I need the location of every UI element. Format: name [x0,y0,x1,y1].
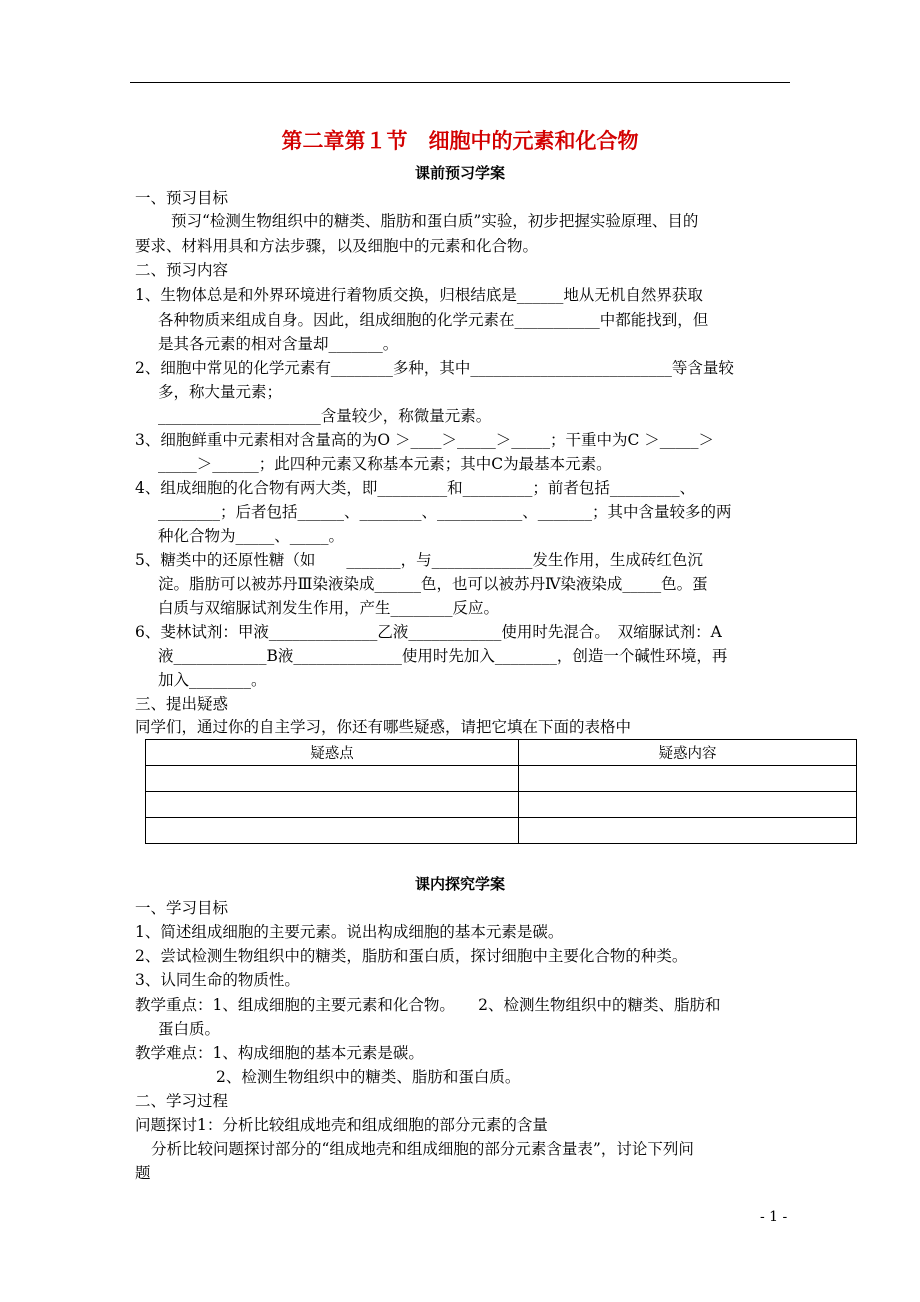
question-line: 5、糖类中的还原性糖（如 _______，与_____________发生作用，生成砖红色沉 [135,551,703,569]
paragraph-line: 分析比较问题探讨部分的“组成地壳和组成细胞的部分元素含量表”，讨论下列问 [151,1140,694,1158]
table-cell[interactable] [519,766,857,792]
paragraph-line: 问题探讨1：分析比较组成地壳和组成细胞的部分元素的含量 [135,1116,548,1134]
question-line: ________；后者包括______、________、___________、_______；其中含量较多的两 [158,503,732,521]
page-title: 第二章第１节 细胞中的元素和化合物 [281,129,639,153]
table-header-row [146,740,857,766]
paragraph-line: 2、检测生物组织中的糖类、脂肪和蛋白质。 [216,1068,521,1086]
page-number: - 1 - [760,1209,788,1225]
question-line: 各种物质来组成自身。因此，组成细胞的化学元素在___________中都能找到，但 [158,311,709,329]
paragraph-line: 要求、材料用具和方法步骤，以及细胞中的元素和化合物。 [135,237,539,255]
question-line: 4、组成细胞的化合物有两大类，即_________和_________；前者包括_________、 [135,479,696,497]
goal-line: 1、简述组成细胞的主要元素。说出构成细胞的基本元素是碳。 [135,923,564,941]
question-line: 种化合物为_____、_____。 [158,527,345,545]
header-rule [130,82,790,83]
table-cell[interactable] [146,818,519,844]
table-cell[interactable] [146,792,519,818]
question-line: 是其各元素的相对含量却_______。 [158,335,399,353]
section-heading: 二、学习过程 [135,1092,229,1110]
paragraph-line: 同学们，通过你的自主学习，你还有哪些疑惑，请把它填在下面的表格中 [135,718,632,736]
table-cell[interactable] [519,792,857,818]
table-cell[interactable] [146,766,519,792]
question-line: _____________________含量较少，称微量元素。 [158,407,492,425]
question-line: _____＞______；此四种元素又称基本元素；其中C为最基本元素。 [158,455,612,473]
section-heading: 三、提出疑惑 [135,695,229,713]
paragraph-line: 教学难点：1、构成细胞的基本元素是碳。 [135,1044,424,1062]
table-row [146,818,857,844]
section-heading: 一、学习目标 [135,899,229,917]
table-header-cell: 疑惑内容 [519,740,857,766]
preview-heading: 课前预习学案 [414,164,505,182]
doubts-table [145,739,857,844]
table-row [146,792,857,818]
question-line: 6、斐林试剂：甲液______________乙液____________使用时先混合。 双缩脲试剂：A [135,623,722,641]
goal-line: 3、认同生命的物质性。 [135,971,300,989]
section-heading: 一、预习目标 [135,189,229,207]
table-row [146,766,857,792]
question-line: 多，称大量元素； [158,383,283,401]
section-heading: 二、预习内容 [135,261,229,279]
question-line: 白质与双缩脲试剂发生作用，产生________反应。 [158,599,500,617]
question-line: 1、生物体总是和外界环境进行着物质交换，归根结底是______地从无机自然界获取 [135,286,703,304]
question-line: 2、细胞中常见的化学元素有________多种，其中__________________________等含量较 [135,359,734,377]
table-header-cell: 疑惑点 [146,740,519,766]
inclass-heading: 课内探究学案 [414,875,505,893]
question-line: 加入________。 [158,671,267,689]
goal-line: 2、尝试检测生物组织中的糖类，脂肪和蛋白质，探讨细胞中主要化合物的种类。 [135,947,688,965]
paragraph-line: 预习“检测生物组织中的糖类、脂肪和蛋白质”实验，初步把握实验原理、目的 [171,212,699,230]
question-line: 液____________B液______________使用时先加入________，创造一个碱性环境，再 [158,647,728,665]
paragraph-line: 蛋白质。 [158,1020,221,1038]
paragraph-line: 教学重点：1、组成细胞的主要元素和化合物。 2、检测生物组织中的糖类、脂肪和 [135,996,721,1014]
question-line: 淀。脂肪可以被苏丹Ⅲ染液染成______色，也可以被苏丹Ⅳ染液染成_____色。蛋 [158,575,708,593]
question-line: 3、细胞鲜重中元素相对含量高的为O ＞____＞_____＞_____；干重中为C ＞_____＞ [135,431,715,449]
paragraph-line: 题 [135,1164,151,1182]
table-cell[interactable] [519,818,857,844]
